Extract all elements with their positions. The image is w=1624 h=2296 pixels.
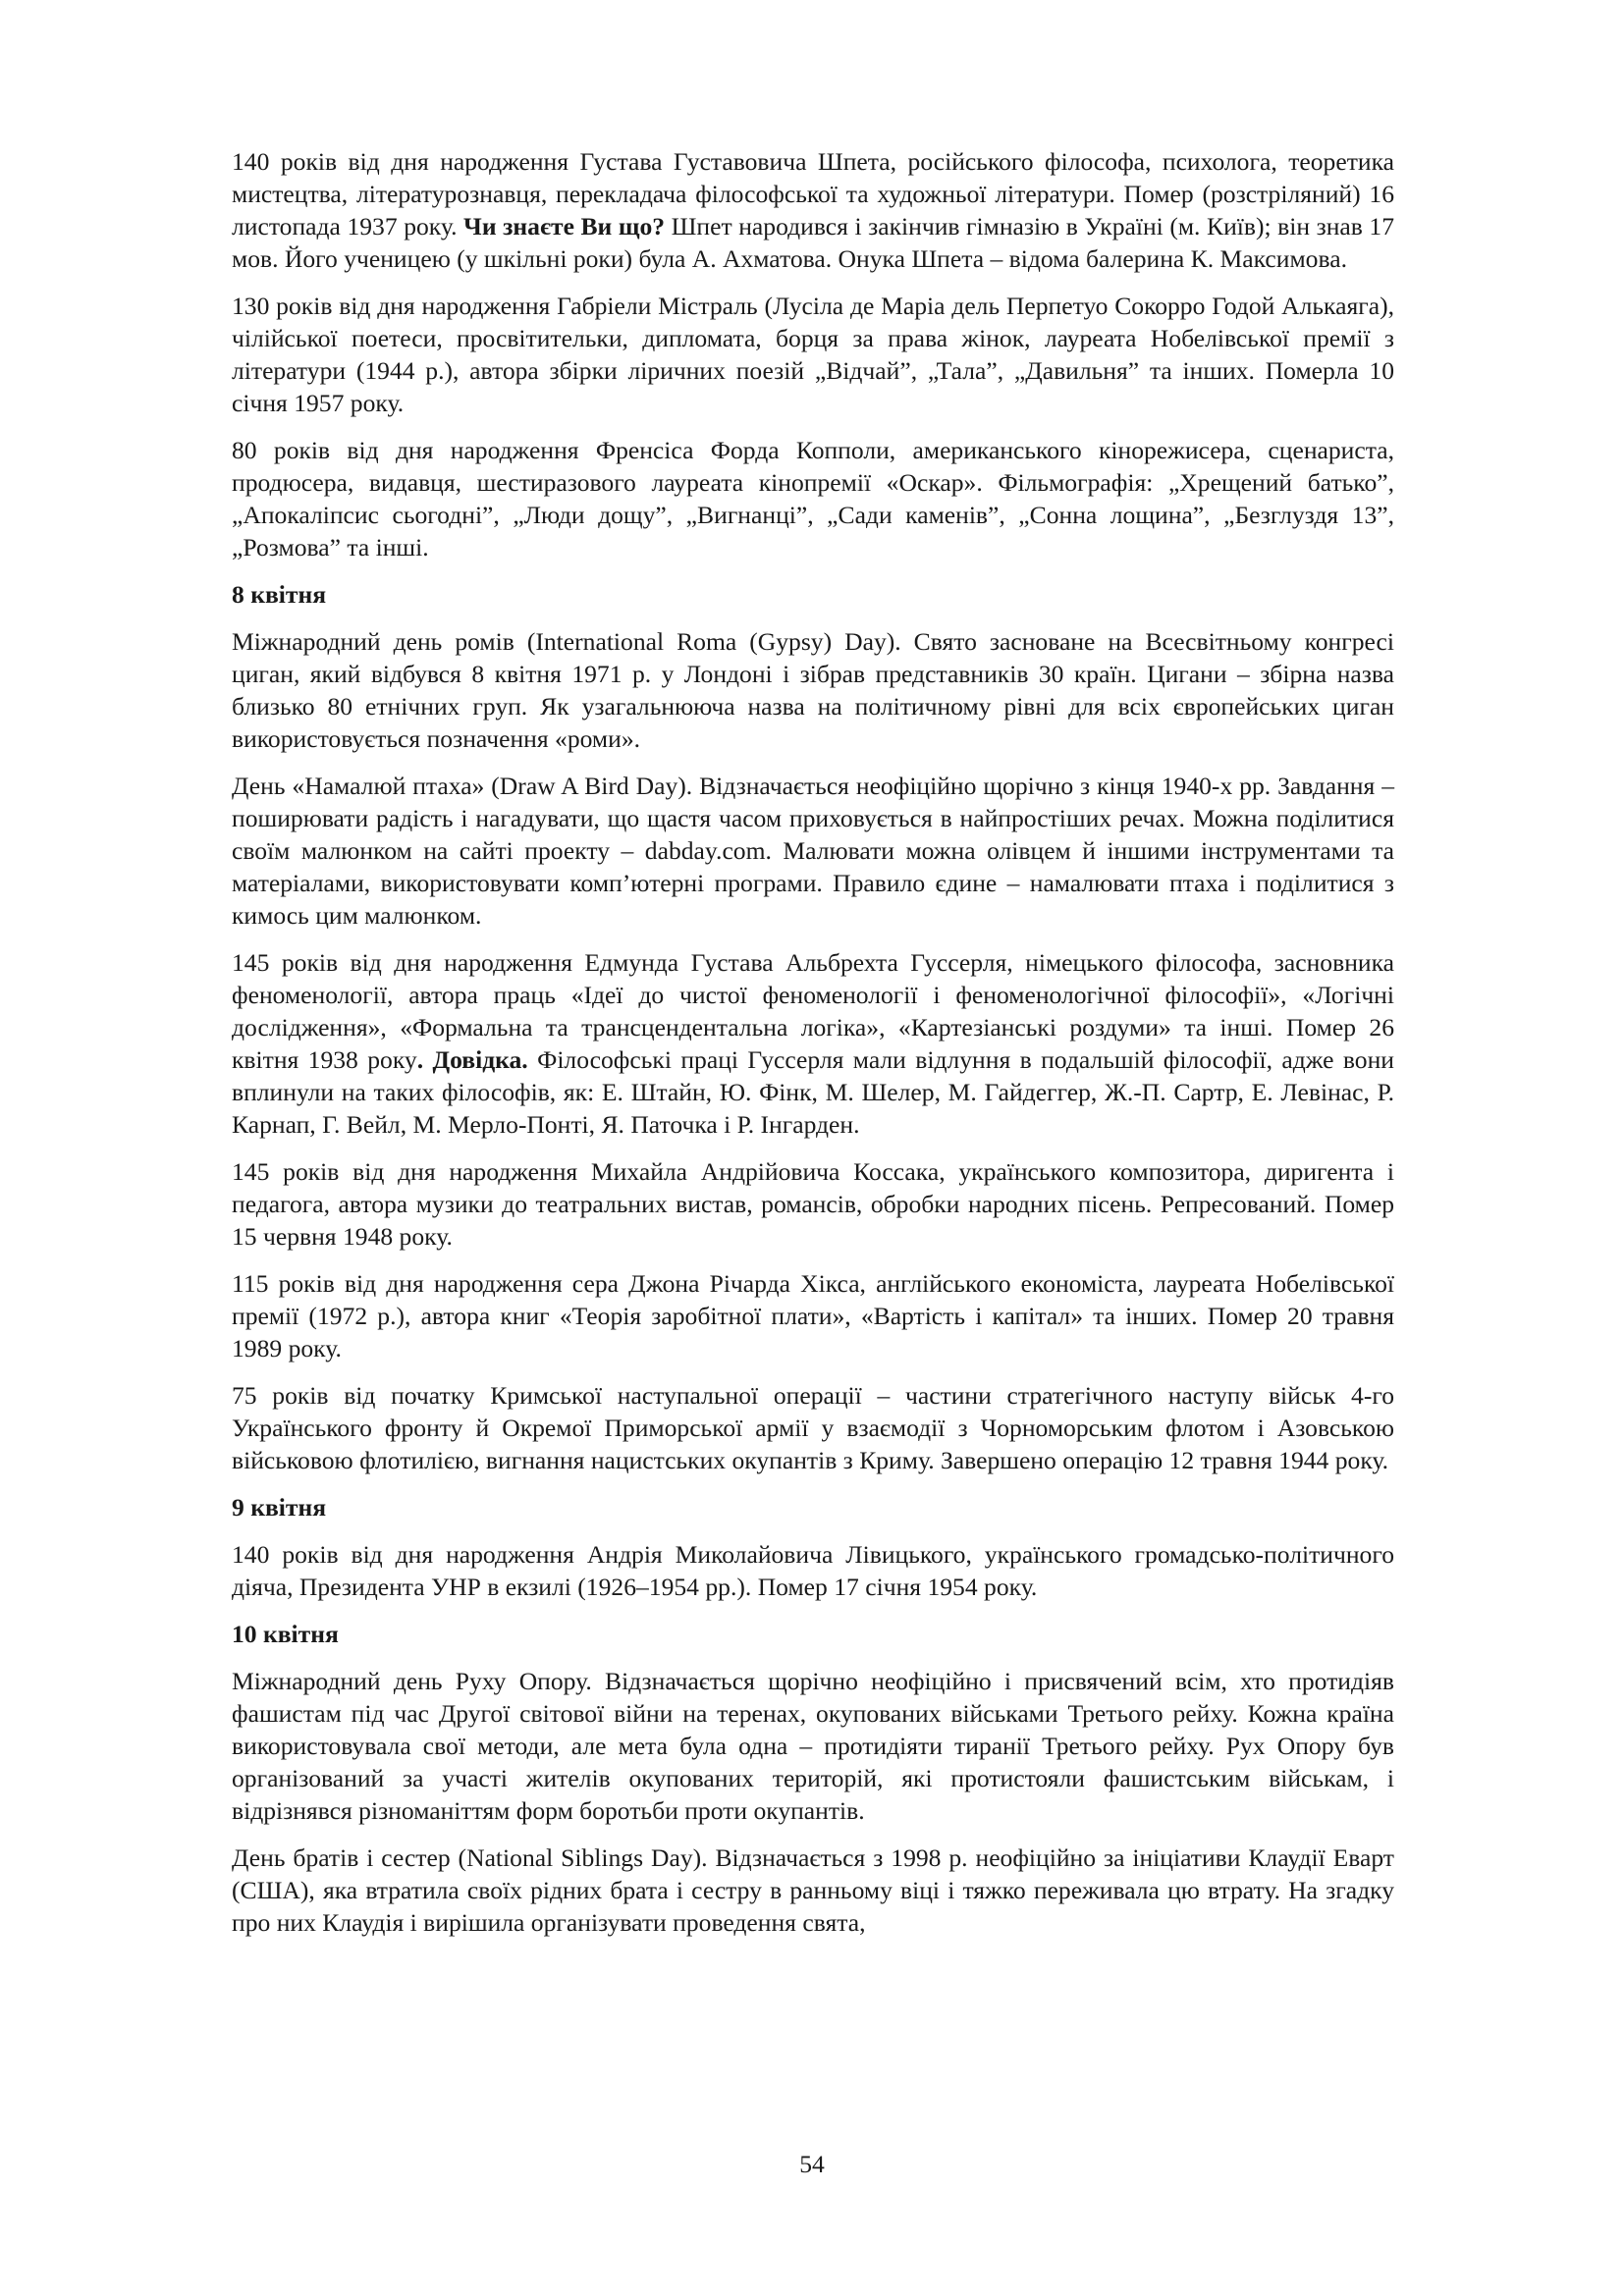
paragraph-text: 145 років від дня народження Едмунда Густава Альбрехта Гуссерля, німецького філософа, засновника феноменології, автора праць «Ідеї до чистої феноменології і феноменологічної філософії», «Логічні дослідження», «Формальна та трансцендентальна логіка», «Картезіанські роздуми» та інші. Помер 26 квітня 1938 року [232, 948, 1394, 1074]
date-heading: 8 квітня [232, 580, 327, 609]
paragraph-text: 115 років від дня народження сера Джона Річарда Хікса, англійського економіста, лауреата Нобелівської премії (1972 р.), автора книг «Теорія заробітної плати», «Вартість і капітал» та інших. Помер 20 травня 1989 року. [232, 1269, 1394, 1362]
paragraph-text: 140 років від дня народження Андрія Миколайовича Лівицького, українського громадсько-політичного діяча, Президента УНР в екзилі (1926–1954 рр.). Помер 17 січня 1954 року. [232, 1540, 1394, 1601]
paragraph-text: День братів і сестер (National Siblings Day). Відзначається з 1998 р. неофіційно за ініціативи Клаудії Еварт (США), яка втратила своїх рідних брата і сестру в ранньому віці і тяжко переживала цю втрату. На згадку про них Клаудія і вирішила організувати проведення свята, [232, 1843, 1394, 1937]
paragraph-text: 80 років від дня народження Френсіса Форда Копполи, американського кінорежисера, сценариста, продюсера, видавця, шестиразового лауреата кінопремії «Оскар». Фільмографія: „Хрещений батько”, „Апокаліпсис сьогодні”, „Люди дощу”, „Вигнанці”, „Сади каменів”, „Сонна лощина”, „Безглуздя 13”, „Розмова” та інші. [232, 436, 1394, 561]
paragraph-text: 130 років від дня народження Габріели Містраль (Лусіла де Маріа дель Перпетуо Сокорро Годой Алькаяга), чілійської поетеси, просвітительки, дипломата, борця за права жінок, лауреата Нобелівської премії з літератури (1944 р.), автора збірки ліричних поезій „Відчай”, „Тала”, „Давильня” та інших. Померла 10 січня 1957 року. [232, 292, 1394, 417]
event-paragraph [232, 1665, 1394, 1827]
event-paragraph [232, 625, 1394, 755]
date-heading: 10 квітня [232, 1620, 339, 1648]
bold-note: . Довідка. [416, 1045, 528, 1074]
paragraph-text: 145 років від дня народження Михайла Андрійовича Коссака, українського композитора, диригента і педагога, автора музики до театральних вистав, романсів, обробки народних пісень. Репресований. Помер 15 червня 1948 року. [232, 1157, 1394, 1251]
paragraph-text: Філософські праці Гуссерля мали відлуння в подальшій філософії, адже вони вплинули на таких філософів, як: Е. Штайн, Ю. Фінк, М. Шелер, М. Гайдеггер, Ж.-П. Сартр, Е. Левінас, Р. Карнап, Г. Вейл, М. Мерло-Понті, Я. Паточка і Р. Інгарден. [232, 1045, 1395, 1139]
paragraph-text: Міжнародний день Руху Опору. Відзначається щорічно неофіційно і присвячений всім, хто протидіяв фашистам під час Другої світової війни на теренах, окупованих військами Третього рейху. Кожна країна використовувала свої методи, але мета була одна – протидіяти тиранії Третього рейху. Рух Опору був організований за участі жителів окупованих територій, які протистояли фашистським військам, і відрізнявся різноманіттям форм боротьби проти окупантів. [232, 1667, 1394, 1825]
date-heading: 9 квітня [232, 1493, 327, 1522]
event-paragraph [232, 1842, 1394, 1939]
paragraph-text: Шпет народився і закінчив гімназію в Україні (м. Київ); він знав 17 мов. Його ученицею (у шкільні роки) була А. Ахматова. Онука Шпета – відома балерина К. Максимова. [232, 212, 1394, 273]
event-paragraph [232, 145, 1394, 275]
event-paragraph [232, 1538, 1394, 1603]
event-paragraph [232, 1155, 1394, 1253]
paragraph-text: День «Намалюй птаха» (Draw A Bird Day). Відзначається неофіційно щорічно з кінця 1940-х рр. Завдання – поширювати радість і нагадувати, що щастя часом приховується в найпростіших речах. Можна поділитися своїм малюнком на сайті проекту – dabday.com. Малювати можна олівцем й іншими інструментами та матеріалами, використовувати комп’ютерні програми. Правило єдине – намалювати птаха і поділитися з кимось цим малюнком. [232, 772, 1394, 930]
event-paragraph [232, 434, 1394, 563]
paragraph-text: Міжнародний день ромів (International Roma (Gypsy) Day). Свято засноване на Всесвітньому конгресі циган, який відбувся 8 квітня 1971 р. у Лондоні і зібрав представників 30 країн. Цигани – збірна назва близько 80 етнічних груп. Як узагальнююча назва на політичному рівні для всіх європейських циган використовується позначення «роми». [232, 627, 1394, 753]
event-paragraph [232, 770, 1394, 932]
event-paragraph [232, 1267, 1394, 1364]
event-paragraph [232, 946, 1394, 1141]
paragraph-text: 75 років від початку Кримської наступальної операції – частини стратегічного наступу військ 4-го Українського фронту й Окремої Приморської армії у взаємодії з Чорноморським флотом і Азовською військовою флотилією, вигнання нацистських окупантів з Криму. Завершено операцію 12 травня 1944 року. [232, 1381, 1394, 1474]
event-paragraph [232, 1379, 1394, 1476]
bold-note: Чи знаєте Ви що? [463, 212, 666, 240]
event-paragraph [232, 290, 1394, 419]
paragraph-text: 140 років від дня народження Густава Густавовича Шпета, російського філософа, психолога, теоретика мистецтва, літературознавця, перекладача філософської та художньої літератури. Помер (розстріляний) 16 листопада 1937 року. [232, 147, 1394, 240]
page-number: 54 [799, 2150, 825, 2178]
document-page [232, 145, 1394, 1953]
